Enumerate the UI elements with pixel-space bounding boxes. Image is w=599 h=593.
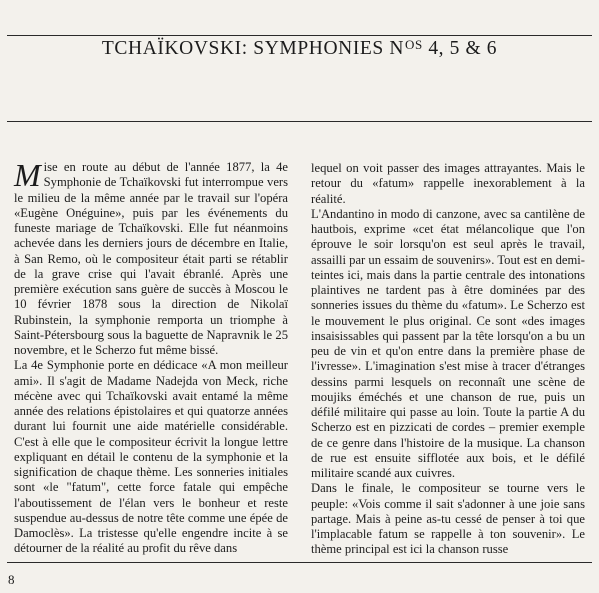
left-paragraph-2: La 4e Symphonie porte en dédicace «A mon meilleur ami». Il s'agit de Madame Nadejda von Meck, riche mécène avec qui Tchaïkovski avait entamé la même année des relations épistolaires et qui quatorze années durant lui fournit une aide matérielle considérable. C'est à elle que le compositeur écrivit la longue lettre expliquant en détail le contenu de la symphonie et la signification de chaque thème. Les sonneries initiales sont «le "fatum", cette force fatale qui empêche l'aboutissement de l'élan vers le bonheur et reste suspendue au-dessus de notre tête comme une épée de Damoclès». La tristesse qu'elle engendre incite à se détourner de la réalité au profit du rêve dans — [14, 358, 288, 556]
right-paragraph-2: L'Andantino in modo di canzone, avec sa cantilène de hautbois, exprime «cet état mélancolique que l'on éprouve le soir lorsqu'on est seul après le travail, assailli par un essaim de souvenirs». Tout est en demi-teintes ici, mais dans la partie centrale des intonations plaintives ne tardent pas à être dominées par des sonneries issues du thème du «fatum». Le Scherzo est le mouvement le plus original. Ce sont «des images insaisissables qui passent par la tête lorsqu'on a bu un peu de vin et qu'on entre dans la première phase de l'ivresse». L'imagination s'est mise à tracer d'étranges dessins parmi lesquels on reconnaît une scène de moujiks éméchés et une chanson de rue, puis un défilé militaire qui passe au loin. Toute la partie A du Scherzo est en pizzicati de cordes – premier exemple de ce genre dans l'histoire de la musique. La chanson de rue est ensuite sifflotée aux bois, et le défilé militaire scandé aux cuivres. — [311, 206, 585, 480]
title-separator-rule — [7, 121, 592, 122]
left-paragraph-1 — [14, 157, 288, 358]
top-rule — [7, 35, 592, 36]
drop-cap: M — [14, 157, 41, 193]
page-title — [0, 37, 599, 60]
left-paragraph-1-text: ise en route au début de l'année 1877, la 4e Symphonie de Tchaïkovski fut interrompue vers le milieu de la même année par le travail sur l'opéra «Eugène Onéguine», puis par les événements du funeste mariage de Tchaïkovski. Elle fut néanmoins achevée dans les derniers jours de décembre en Italie, à San Remo, où le compositeur était parti se rétablir de la grave crise qui l'avait ébranlé. Après une première exécution sans guère de succès à Moscou le 10 février 1878 sous la direction de Nikolaï Rubinstein, la symphonie remporta un triomphe à Saint-Pétersbourg sous la baguette de Napravnik le 25 novembre, et le Scherzo fut même bissé. — [14, 160, 288, 357]
bottom-rule — [7, 562, 592, 563]
title-tail: 4, 5 & 6 — [422, 38, 498, 59]
right-paragraph-3: Dans le finale, le compositeur se tourne vers le peuple: «Vois comme il sait s'adonner à une joie sans partage. Mais à peine as-tu cessé de penser à toi que l'implacable fatum se rappelle à ton souvenir». Le thème principal est ici la chanson russe — [311, 481, 585, 557]
right-column — [311, 161, 585, 558]
left-column — [14, 157, 288, 557]
title-superscript: OS — [405, 37, 423, 52]
title-main: TCHAÏKOVSKI: SYMPHONIES N — [101, 38, 405, 59]
page-number: 8 — [8, 572, 15, 587]
right-paragraph-1: lequel on voit passer des images attrayantes. Mais le retour du «fatum» rappelle inexorablement à la réalité. — [311, 161, 585, 206]
